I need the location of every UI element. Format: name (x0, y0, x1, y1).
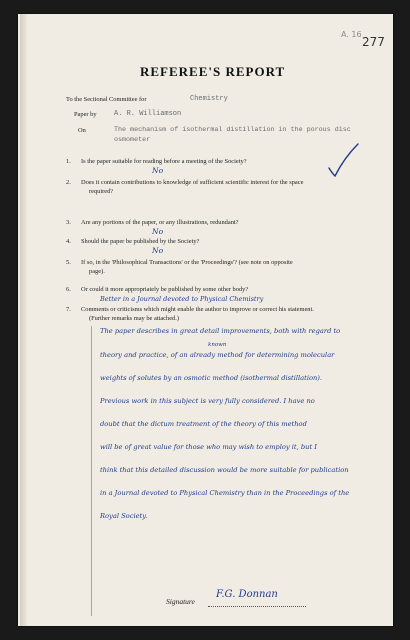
report-line: Previous work in this subject is very fully considered. I have no (100, 397, 315, 405)
binding-edge (20, 14, 27, 626)
question-7-text-cont: (Further remarks may be attached.) (89, 315, 179, 322)
report-line: in a Journal devoted to Physical Chemistry than in the Proceedings of the (100, 489, 350, 497)
paper-title-line-1: The mechanism of isothermal distillation in the porous disc (114, 126, 351, 134)
question-2-text-cont: required? (89, 188, 114, 195)
archive-reference: A. 16 (341, 30, 362, 39)
question-7-text: Comments or criticisms which might enable the author to improve or correct his statement. (81, 306, 314, 313)
signature: F.G. Donnan (216, 589, 278, 600)
paper-by-label: Paper by (74, 111, 97, 118)
report-line: Royal Society. (100, 512, 148, 520)
answer-6: Better in a Journal devoted to Physical Chemistry (100, 295, 264, 303)
margin-rule (91, 326, 92, 616)
question-1-number: 1. (66, 158, 71, 165)
signature-label: Signature (166, 597, 195, 606)
report-line: theory and practice, of an already method for determining molecular (100, 351, 335, 359)
author-value: A. R. Williamson (114, 110, 182, 118)
question-4-number: 4. (66, 238, 71, 245)
report-line: doubt that the dictum treatment of the theory of this method (100, 420, 307, 428)
question-1-text: Is the paper suitable for reading before a meeting of the Society? (81, 158, 247, 165)
paper-title-line-2: osmometer (114, 136, 151, 144)
question-6-number: 6. (66, 286, 71, 293)
question-5-text: If so, in the 'Philosophical Transactions' or the 'Proceedings'? (see note on opposite (81, 259, 293, 266)
report-line: weights of solutes by an osmotic method (isothermal distillation). (100, 374, 323, 382)
question-3-text: Are any portions of the paper, or any illustrations, redundant? (81, 219, 239, 226)
report-line: think that this detailed discussion would be more suitable for publication (100, 466, 349, 474)
referee-report-page (18, 14, 393, 626)
question-3-number: 3. (66, 219, 71, 226)
committee-value: Chemistry (190, 95, 228, 103)
answer-4: No (152, 246, 164, 255)
checkmark-icon (326, 142, 360, 178)
question-5-number: 5. (66, 259, 71, 266)
question-6-text: Or could it more appropriately be published by some other body? (81, 286, 249, 293)
answer-3: No (152, 227, 164, 236)
addressee-label: To the Sectional Committee for (66, 96, 147, 103)
answer-1: No (152, 166, 164, 175)
question-2-number: 2. (66, 179, 71, 186)
question-5-text-cont: page). (89, 268, 105, 275)
question-2-text: Does it contain contributions to knowledge of sufficient scientific interest for the space (81, 179, 304, 186)
on-label: On (78, 127, 86, 134)
folio-number: 277 (362, 35, 385, 49)
report-line: will be of great value for those who may wish to employ it, but I (100, 443, 317, 451)
report-insertion: known (208, 342, 227, 348)
page-title: REFEREE'S REPORT (140, 64, 286, 79)
report-line: The paper describes in great detail improvements, both with regard to (100, 327, 341, 335)
question-7-number: 7. (66, 306, 71, 313)
question-4-text: Should the paper be published by the Society? (81, 238, 200, 245)
signature-line (208, 606, 306, 607)
